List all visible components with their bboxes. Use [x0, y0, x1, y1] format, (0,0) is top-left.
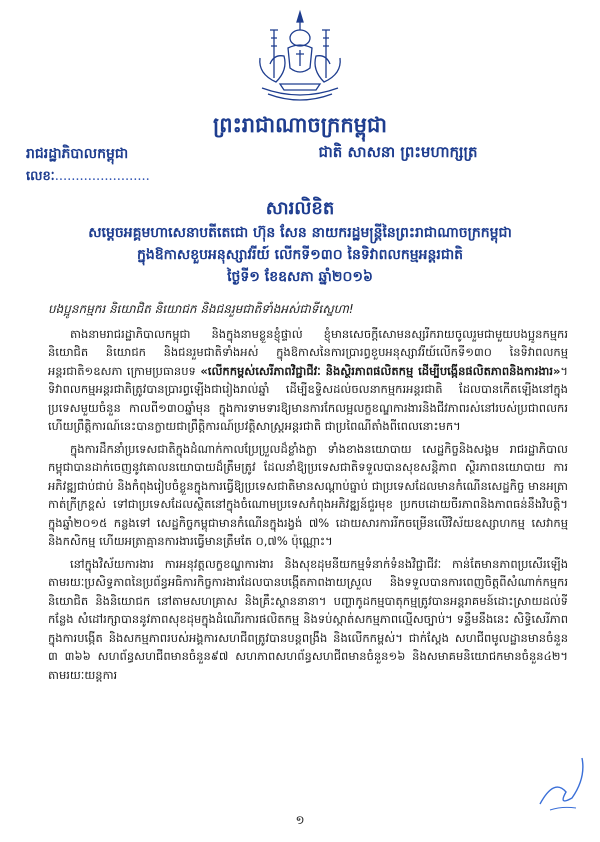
paragraph-1: [48, 325, 568, 436]
occasion-line: ក្នុងឱកាសខួបអនុស្សាវរីយ៍ លើកទី១៣០ នៃទិវាពលកម្មអន្តរជាតិ: [136, 247, 464, 263]
reference-number: [26, 168, 150, 187]
paragraph-3: នៅក្នុងវិស័យការងារ ការអនុវត្តលក្ខខណ្ឌការងារ និងសុខដុមនីយកម្មទំនាក់ទំនងវិជ្ជាជីវៈ កាន់តែមានភាពប្រសើរឡើង តាមរយៈប្រសិទ្ធភាពនៃប្រព័ន្ធអធិការកិច្ចការងារដែលបានបង្កើតភាពងាយស្រួល និងទទួលបានការពេញចិត្តពីសំណាក់កម្មករនិយោជិត និងនិយោជក នៅតាមសហគ្រាស និងគ្រឹះស្ថាននានា។ បញ្ហាកូដកម្មបាតុកម្មត្រូវបានអន្តរាគមន៍ដោះស្រាយដល់ទីកន្លែង សំដៅរក្សាបាននូវភាពសុខដុមក្នុងដំណើរការផលិតកម្ម និងទប់ស្កាត់សកម្មភាពល្មើសច្បាប់។ ទន្ទឹមនឹងនេះ សិទ្ធិសេរីភាពក្នុងការបង្កើត និងសកម្មភាពរបស់អង្គការសហជីពត្រូវបានបន្តពង្រឹង និងលើកកម្ពស់។ ជាក់ស្ដែង សហជីពមូលដ្ឋានមានចំនួន ៣ ៣៦៦ សហព័ន្ធសហជីពមានចំនួន៩៧ សហភាពសហព័ន្ធសហជីពមានចំនួន១៦ និងសមាគមនិយោជកមានចំនួន៤២។ តាមរយៈយន្តការ: [48, 556, 568, 682]
salutation: បងប្អូនកម្មករ និយោជិត និយោជក និងជនរួមជាតិទាំងអស់ជាទីស្នេហា!: [48, 302, 354, 316]
document-title: សារលិខិត: [265, 198, 335, 219]
date-line: ថ្ងៃទី១ ខែឧសភា ឆ្នាំ២០១៦: [227, 269, 373, 285]
document-heading: [0, 196, 600, 288]
theme-quote: «លើកកម្ពស់សេរីភាពវិជ្ជាជីវៈ និងស្ថិរភាពផលិតកម្ម ដើម្បីបង្កើនផលិតភាពនិងការងារ»: [200, 363, 561, 378]
reference-fill: .......................: [54, 169, 150, 184]
paragraph-2: ក្នុងការដឹកនាំប្រទេសជាតិក្នុងដំណាក់កាលប្រែប្រួលដ៏ខ្លាំងក្លា ទាំងខាងនយោបាយ សេដ្ឋកិច្ចនិងសង្គម រាជរដ្ឋាភិបាលកម្ពុជាបានដាក់ចេញនូវគោលនយោបាយដ៏ត្រឹមត្រូវ ដែលនាំឱ្យប្រទេសជាតិទទួលបានសុខសន្តិភាព ស្ថិរភាពនយោបាយ ការអភិវឌ្ឍជាប់ជាប់ និងកំពុងរៀបចំខ្លួនក្នុងការធ្វើឱ្យប្រទេសជាតិមានសណ្ដាប់ធ្នាប់ ជាប្រទេសដែលមានកំណើនសេដ្ឋកិច្ច មានអត្រាកាត់ក្រីក្រខ្ពស់ ទៅជាប្រទេសដែលស្ថិតនៅក្នុងចំណោមប្រទេសកំពុងអភិវឌ្ឍន៍ជួរមុខ ប្រកបដោយចីរភាពនិងភាពធន់នឹងវិបត្តិ។ ក្នុងឆ្នាំ២០១៥ កន្លងទៅ សេដ្ឋកិច្ចកម្ពុជាមានកំណើនក្នុងរង្វង់ ៧% ដោយសារការរីកចម្រើនលើវិស័យឧស្សាហកម្ម សេវាកម្ម និងកសិកម្ម ហើយអត្រាគ្មានការងារធ្វើមានត្រឹមតែ ០,៧% ប៉ុណ្ណោះ។: [48, 441, 568, 548]
paragraph-1-part-a: តាងនាមរាជរដ្ឋាភិបាលកម្ពុជា និងក្នុងនាមខ្លួនខ្ញុំផ្ទាល់ ខ្ញុំមានសេចក្ដីសោមនស្សរីករាយចូលរួមជាមួយបងប្អូនកម្មករ និយោជិត និយោជក និងជនរួមជាតិទាំងអស់ ក្នុងឱកាសនៃការប្រារព្ធខួបអនុស្សាវរីយ៍លើកទី១៣០ នៃទិវាពលកម្មអន្តរជាតិ១ឧសភា ក្រោមប្រធានបទ: [48, 326, 568, 378]
kingdom-title: ព្រះរាជាណាចក្រកម្ពុជា: [212, 112, 387, 137]
reference-label: លេខៈ: [26, 169, 55, 184]
national-motto: ជាតិ សាសនា ព្រះមហាក្សត្រ: [318, 143, 478, 161]
royal-coat-of-arms-icon: [240, 8, 360, 108]
government-label: រាជរដ្ឋាភិបាលកម្ពុជា: [26, 146, 129, 162]
page-number: ១: [295, 813, 305, 827]
paragraph-1-part-b: ។ ទិវាពលកម្មអន្តរជាតិត្រូវបានប្រារព្ធឡើងជារៀងរាល់ឆ្នាំ ដើម្បីឧទ្ទិសដល់ចលនាកម្មករអន្តរជាតិ ដែលបានកើតឡើងនៅក្នុងប្រទេសមួយចំនួន កាលពី១៣០ឆ្នាំមុន ក្នុងការទាមទារឱ្យមានការកែលម្អលក្ខខណ្ឌការងារនិងជីវភាពរស់នៅរបស់ប្រជាពលករ ហើយព្រឹត្តិការណ៍នេះបានក្លាយជាព្រឹត្តិការណ៍ប្រវត្តិសាស្ត្រអន្តរជាតិ ជាប្រពៃណីតាំងពីពេលនោះមក។: [48, 363, 568, 433]
author-line: សម្ដេចអគ្គមហាសេនាបតីតេជោ ហ៊ុន សែន នាយករដ្ឋមន្ត្រីនៃព្រះរាជាណាចក្រកម្ពុជា: [88, 225, 512, 241]
signature-mark: [532, 748, 592, 818]
letter-body: [48, 300, 568, 688]
